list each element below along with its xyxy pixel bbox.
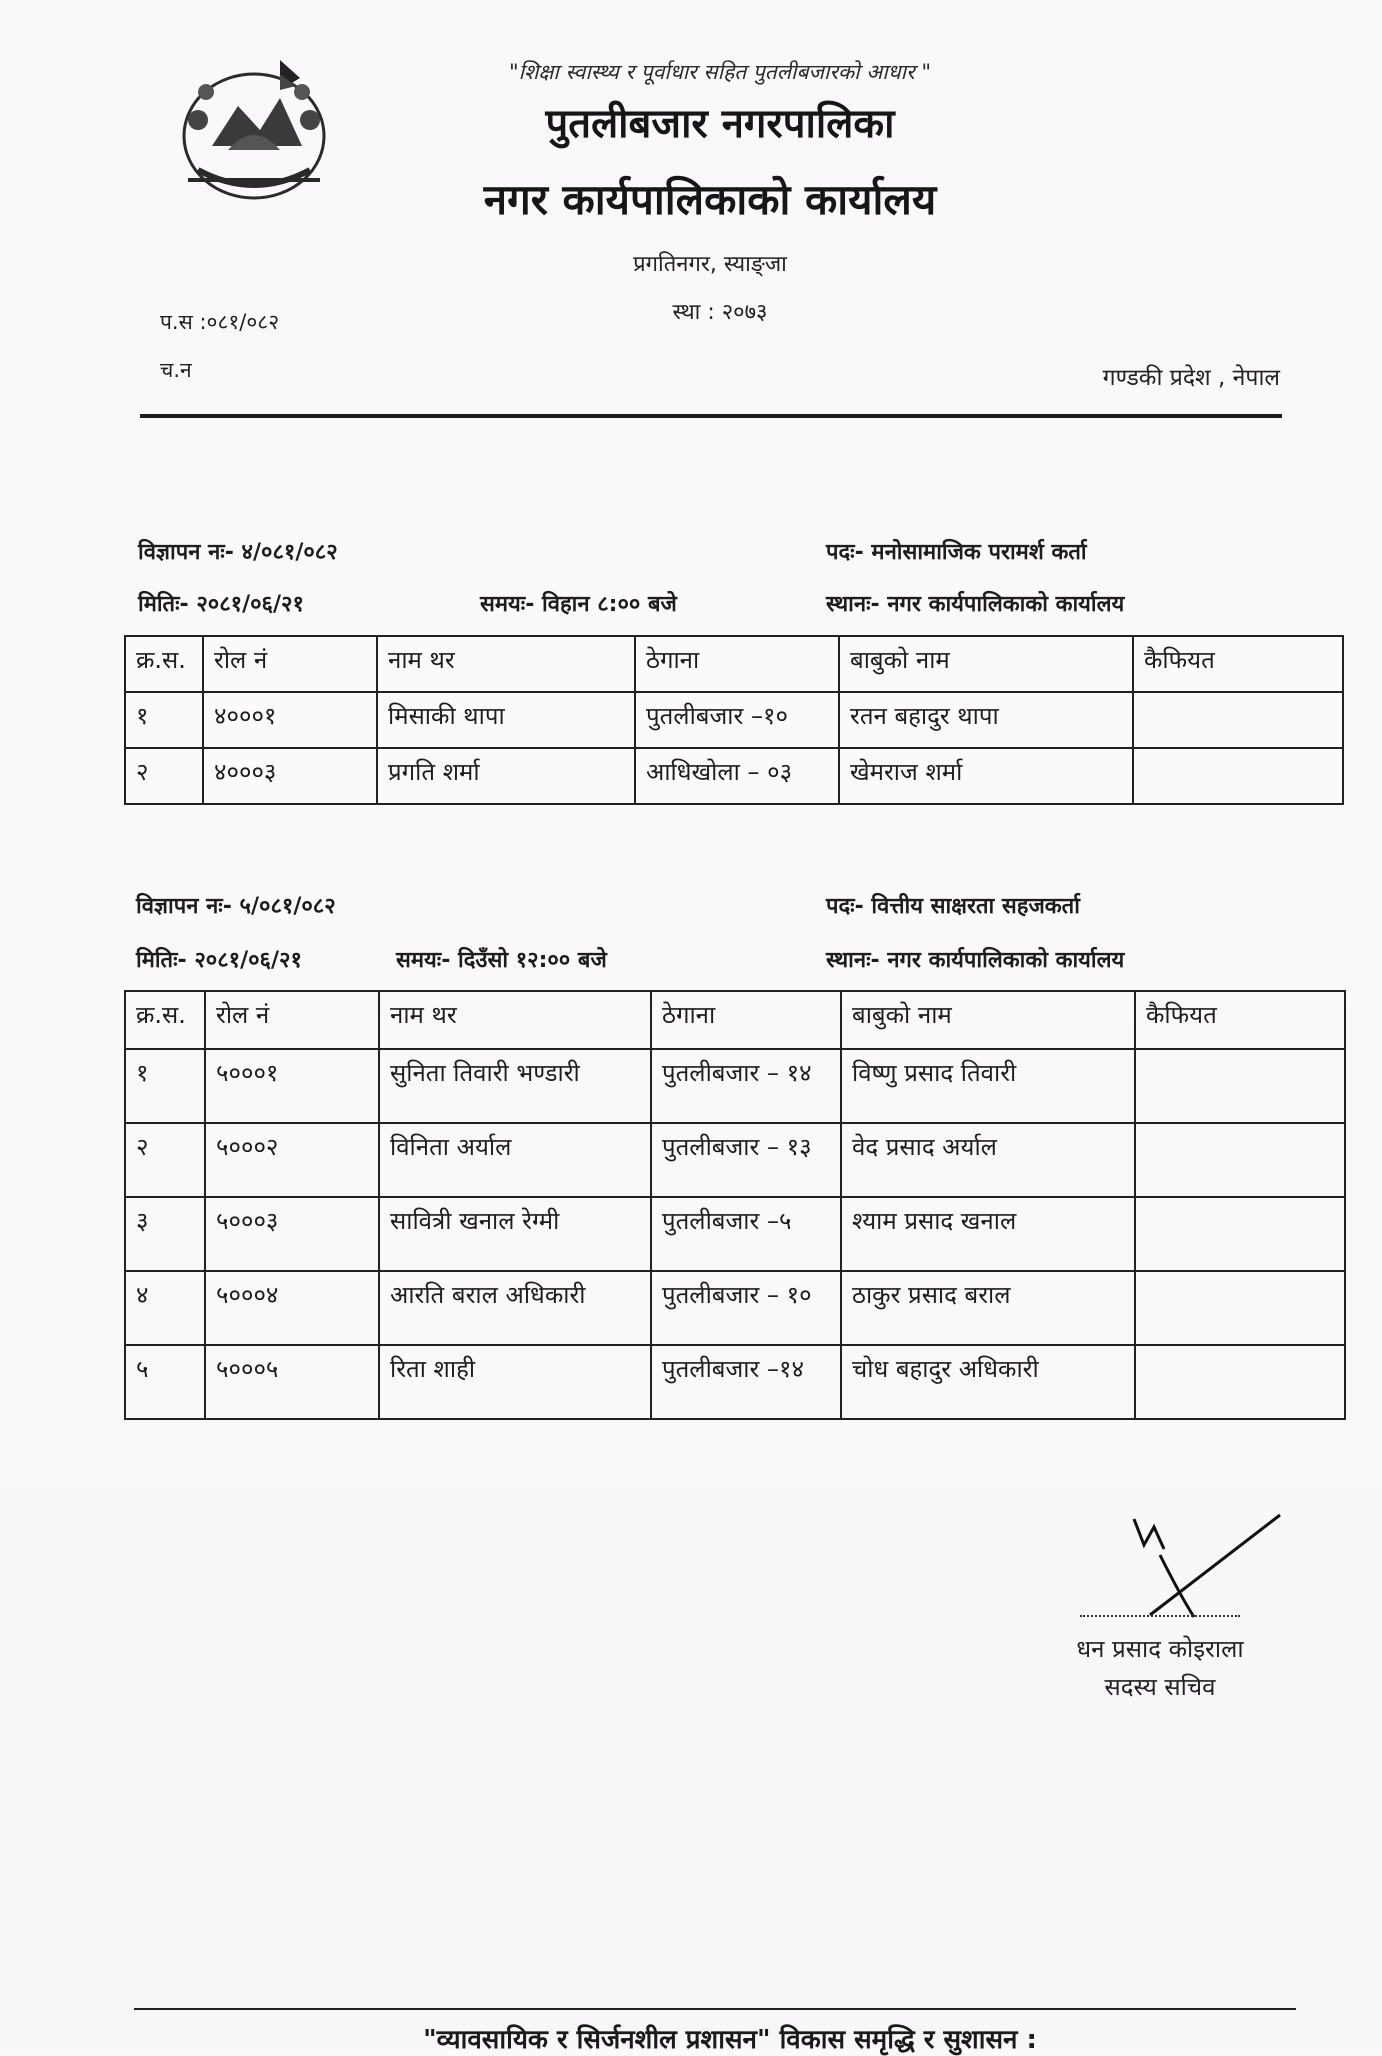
table-row: [125, 692, 1343, 748]
address-cell: पुतलीबजार –५: [651, 1197, 841, 1271]
remarks-cell: [1133, 748, 1343, 804]
candidate-name-cell: मिसाकी थापा: [377, 692, 635, 748]
serial-cell: ४: [125, 1271, 205, 1345]
column-header: कैफियत: [1133, 636, 1343, 692]
exam-date: मितिः- २०८१/०६/२१: [136, 948, 302, 973]
address-cell: पुतलीबजार – १०: [651, 1271, 841, 1345]
table-row: [125, 748, 1343, 804]
remarks-cell: [1135, 1271, 1345, 1345]
roll-number-cell: ४०००१: [203, 692, 377, 748]
remarks-cell: [1133, 692, 1343, 748]
exam-venue: स्थानः- नगर कार्यपालिकाको कार्यालय: [826, 592, 1125, 617]
table-header-row: [125, 991, 1345, 1049]
father-name-cell: ठाकुर प्रसाद बराल: [841, 1271, 1135, 1345]
candidate-name-cell: सुनिता तिवारी भण्डारी: [379, 1049, 651, 1123]
footer-divider: [134, 2008, 1296, 2010]
column-header: ठेगाना: [635, 636, 839, 692]
advert-number: विज्ञापन नः- ५/०८१/०८२: [136, 894, 336, 919]
serial-cell: २: [125, 1123, 205, 1197]
advert-number: विज्ञापन नः- ४/०८१/०८२: [138, 540, 338, 565]
table-row: [125, 1123, 1345, 1197]
serial-cell: १: [125, 692, 203, 748]
dispatch-number: च.न: [160, 358, 192, 382]
column-header: क्र.स.: [125, 991, 205, 1049]
serial-cell: १: [125, 1049, 205, 1123]
office-address: प्रगतिनगर, स्याङ्जा: [633, 252, 787, 277]
signature-mark-icon: [1120, 1505, 1300, 1625]
header-divider: [140, 414, 1282, 418]
signer-title: सदस्य सचिव: [1104, 1673, 1216, 1701]
remarks-cell: [1135, 1197, 1345, 1271]
column-header: रोल नं: [205, 991, 379, 1049]
municipality-name: पुतलीबजार नगरपालिका: [545, 101, 895, 147]
government-emblem-icon: [168, 50, 340, 210]
office-motto: "शिक्षा स्वास्थ्य र पूर्वाधार सहित पुतलीबजारको आधार ": [508, 60, 932, 84]
father-name-cell: वेद प्रसाद अर्याल: [841, 1123, 1135, 1197]
column-header: बाबुको नाम: [841, 991, 1135, 1049]
table-row: [125, 1345, 1345, 1419]
roll-number-cell: ५०००४: [205, 1271, 379, 1345]
column-header: क्र.स.: [125, 636, 203, 692]
exam-venue: स्थानः- नगर कार्यपालिकाको कार्यालय: [826, 948, 1125, 973]
address-cell: पुतलीबजार – १३: [651, 1123, 841, 1197]
candidate-name-cell: प्रगति शर्मा: [377, 748, 635, 804]
father-name-cell: श्याम प्रसाद खनाल: [841, 1197, 1135, 1271]
serial-cell: ३: [125, 1197, 205, 1271]
column-header: बाबुको नाम: [839, 636, 1133, 692]
post-title: पदः- वित्तीय साक्षरता सहजकर्ता: [826, 894, 1080, 919]
table-row: [125, 1271, 1345, 1345]
candidate-name-cell: रिता शाही: [379, 1345, 651, 1419]
column-header: नाम थर: [377, 636, 635, 692]
candidate-name-cell: विनिता अर्याल: [379, 1123, 651, 1197]
roll-number-cell: ५०००३: [205, 1197, 379, 1271]
father-name-cell: रतन बहादुर थापा: [839, 692, 1133, 748]
remarks-cell: [1135, 1049, 1345, 1123]
father-name-cell: चोध बहादुर अधिकारी: [841, 1345, 1135, 1419]
remarks-cell: [1135, 1345, 1345, 1419]
roll-number-cell: ५०००५: [205, 1345, 379, 1419]
serial-cell: २: [125, 748, 203, 804]
table-row: [125, 1049, 1345, 1123]
serial-cell: ५: [125, 1345, 205, 1419]
column-header: कैफियत: [1135, 991, 1345, 1049]
roll-number-cell: ४०००३: [203, 748, 377, 804]
signer-name: धन प्रसाद कोइराला: [1076, 1635, 1244, 1663]
table-row: [125, 1197, 1345, 1271]
candidate-name-cell: सावित्री खनाल रेग्मी: [379, 1197, 651, 1271]
column-header: ठेगाना: [651, 991, 841, 1049]
candidate-name-cell: आरति बराल अधिकारी: [379, 1271, 651, 1345]
address-cell: आधिखोला – ०३: [635, 748, 839, 804]
exam-time: समयः- दिउँसो १२:०० बजे: [396, 948, 607, 973]
established-year: स्था : २०७३: [672, 300, 768, 325]
address-cell: पुतलीबजार –१०: [635, 692, 839, 748]
address-cell: पुतलीबजार – १४: [651, 1049, 841, 1123]
roll-number-cell: ५०००२: [205, 1123, 379, 1197]
address-cell: पुतलीबजार –१४: [651, 1345, 841, 1419]
office-name: नगर कार्यपालिकाको कार्यालय: [483, 175, 937, 224]
province-name: गण्डकी प्रदेश , नेपाल: [1102, 365, 1280, 391]
footer-slogan: "व्यावसायिक र सिर्जनशील प्रशासन" विकास समृद्धि र सुशासन :: [423, 2025, 1037, 2055]
exam-time: समयः- विहान ८:०० बजे: [480, 592, 677, 617]
father-name-cell: विष्णु प्रसाद तिवारी: [841, 1049, 1135, 1123]
column-header: रोल नं: [203, 636, 377, 692]
roll-number-cell: ५०००१: [205, 1049, 379, 1123]
table-header-row: [125, 636, 1343, 692]
exam-date: मितिः- २०८१/०६/२१: [138, 592, 304, 617]
column-header: नाम थर: [379, 991, 651, 1049]
reference-number: प.स :०८१/०८२: [160, 310, 280, 334]
candidate-table: [124, 990, 1346, 1420]
candidate-table: [124, 635, 1344, 805]
remarks-cell: [1135, 1123, 1345, 1197]
signature-line: [1080, 1615, 1240, 1617]
post-title: पदः- मनोसामाजिक परामर्श कर्ता: [826, 540, 1087, 565]
father-name-cell: खेमराज शर्मा: [839, 748, 1133, 804]
